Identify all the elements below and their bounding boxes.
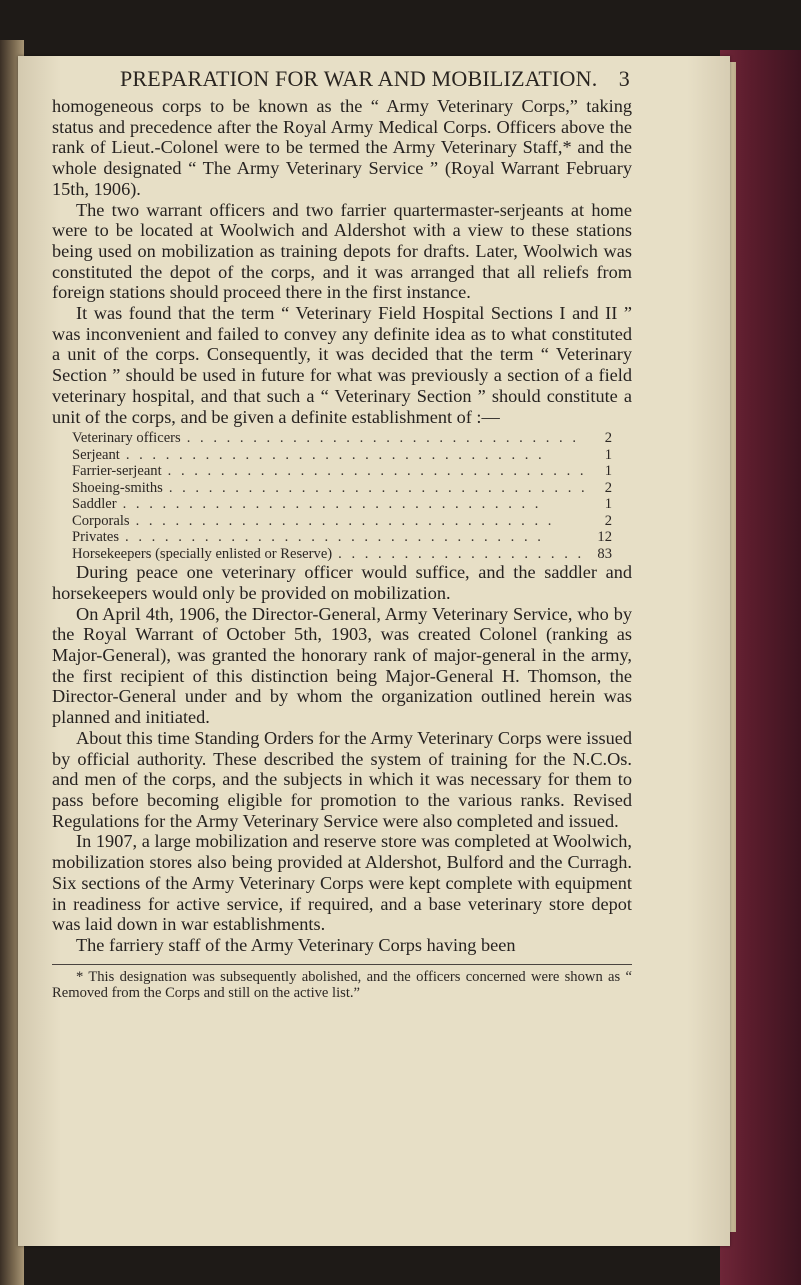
footnote: * This designation was subsequently abolished, and the officers concerned were shown as “ Removed from the Corps and still on the active list.” <box>52 968 632 1002</box>
role-label: Farrier-serjeant <box>72 463 162 480</box>
role-label: Horsekeepers (specially enlisted or Reserve) <box>72 545 333 562</box>
establishment-row <box>72 496 612 513</box>
establishment-row <box>72 430 612 447</box>
role-count: 2 <box>604 512 612 529</box>
role-label: Privates <box>72 529 120 546</box>
role-count: 12 <box>597 529 612 546</box>
establishment-row <box>72 529 612 546</box>
paragraph: During peace one veterinary officer would suffice, and the saddler and horsekeepers would only be provided on mobilization. <box>52 562 632 603</box>
establishment-row <box>72 546 612 563</box>
establishment-row <box>72 513 612 530</box>
role-label: Saddler <box>72 496 117 513</box>
paragraph: homogeneous corps to be known as the “ Army Veterinary Corps,” taking status and precedence after the Royal Army Medical Corps. Officers above the rank of Lieut.-Colonel were to be termed the Army Veterinary Staff,* and the whole designated “ The Army Veterinary Service ” (Royal Warrant February 15th, 1906). <box>52 96 632 199</box>
role-count: 1 <box>604 463 612 480</box>
establishment-row <box>72 447 612 464</box>
running-head: PREPARATION FOR WAR AND MOBILIZATION. <box>120 66 598 91</box>
paragraph: In 1907, a large mobilization and reserve store was completed at Woolwich, mobilization stores also being provided at Aldershot, Bulford and the Curragh. Six sections of the Army Veterinary Corps were kept complete with equipment in readiness for active service, if required, and a base veterinary store depot was laid down in war establishments. <box>52 831 632 935</box>
establishment-row <box>72 463 612 480</box>
paragraph: The two warrant officers and two farrier quartermaster-serjeants at home were to be located at Woolwich and Aldershot with a view to these stations being used on mobilization as training depots for drafts. Later, Woolwich was constituted the depot of the corps, and it was arranged that all reliefs from foreign stations should proceed there in the first instance. <box>52 199 632 303</box>
paragraph: It was found that the term “ Veterinary Field Hospital Sections I and II ” was inconvenient and failed to convey any definite idea as to what constituted a unit of the corps. Consequently, it was decided that the term “ Veterinary Section ” should be used in future for what was previously a section of a field veterinary hospital, and that such a “ Veterinary Section ” should constitute a unit of the corps, and be given a definite establishment of :— <box>52 303 632 427</box>
body-text <box>52 96 632 1002</box>
establishment-table <box>72 430 612 562</box>
paragraph: About this time Standing Orders for the Army Veterinary Corps were issued by official authority. These described the system of training for the N.C.Os. and men of the corps, and the subjects in which it was necessary for them to pass before becoming eligible for promotion to the various ranks. Revised Regulations for the Army Veterinary Service were also completed and issued. <box>52 727 632 831</box>
role-count: 1 <box>604 446 612 463</box>
paragraph: On April 4th, 1906, the Director-General, Army Veterinary Service, who by the Royal Warrant of October 5th, 1903, was created Colonel (ranking as Major-General), was granted the honorary rank of major-general in the army, the first recipient of this distinction being Major-General H. Thomson, the Director-General under and by whom the organization outlined herein was planned and initiated. <box>52 603 632 728</box>
role-label: Corporals <box>72 512 130 529</box>
role-count: 1 <box>604 496 612 513</box>
role-label: Serjeant <box>72 446 120 463</box>
paragraph: The farriery staff of the Army Veterinary Corps having been <box>76 934 516 955</box>
role-label: Veterinary officers <box>72 430 181 447</box>
footnote-rule <box>52 964 632 965</box>
role-count: 83 <box>597 545 612 562</box>
role-label: Shoeing-smiths <box>72 479 163 496</box>
page-number: 3 <box>618 66 630 91</box>
role-count: 2 <box>604 479 612 496</box>
establishment-row <box>72 480 612 497</box>
role-count: 2 <box>604 430 612 447</box>
